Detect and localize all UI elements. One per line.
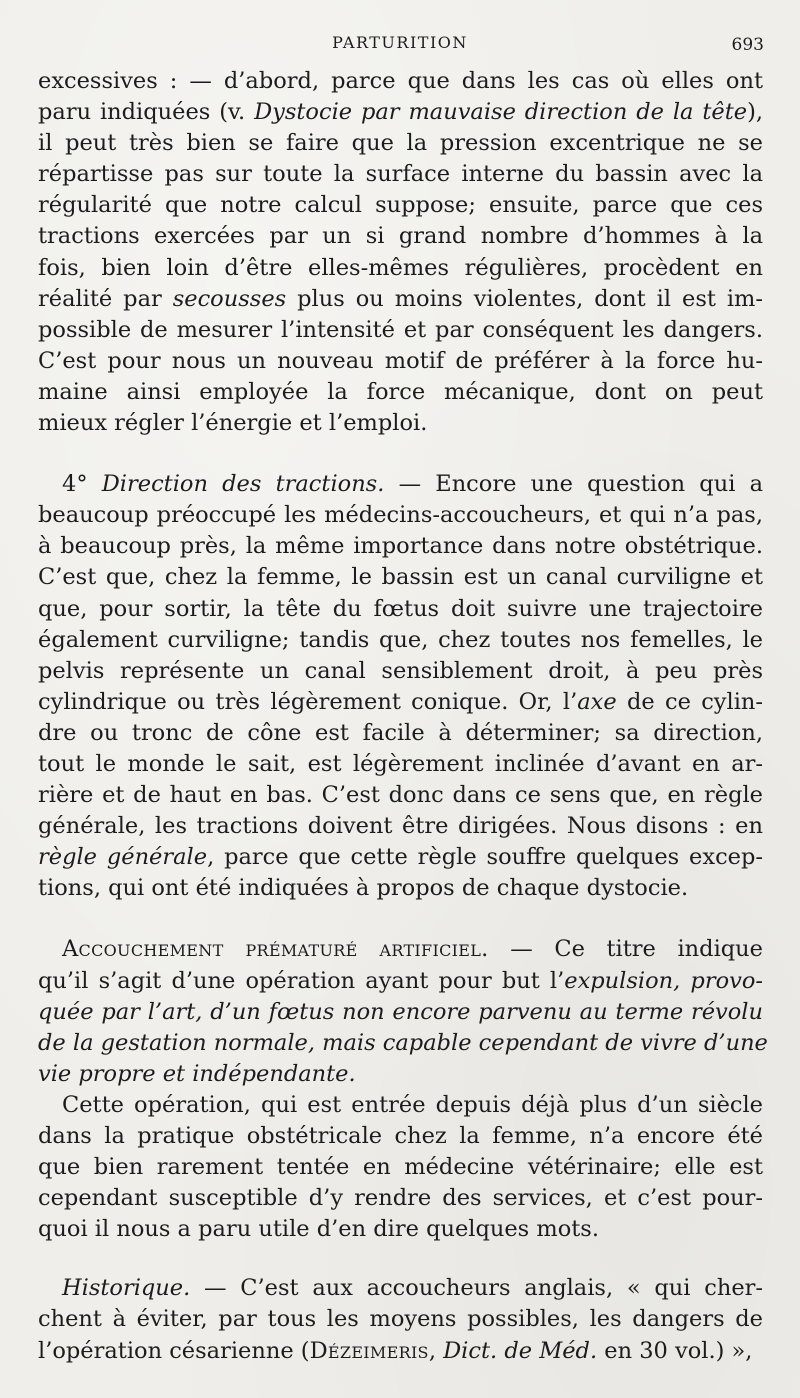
text-line: C’est que, chez la femme, le bassin est un canal curviligne et	[38, 564, 763, 591]
text-line	[38, 842, 763, 873]
paragraph-gap	[38, 439, 763, 469]
line-text: l’opération césarienne (	[38, 1337, 310, 1364]
text-line: dans la pratique obstétricale chez la femme, n’a encore été	[38, 1123, 763, 1149]
italic-text: quée par l’art, d’un fœtus non encore parvenu au terme révolu	[38, 998, 763, 1025]
text-line	[38, 997, 763, 1028]
text-line	[38, 687, 763, 718]
paragraph-historique	[38, 1273, 763, 1366]
italic-text: expulsion, provo-	[564, 967, 763, 994]
line-text: ,	[428, 1337, 444, 1364]
text-line: tractions exercées par un si grand nombre d’hommes à la	[38, 223, 763, 250]
line-text: — C’est aux accoucheurs anglais, « qui cher-	[190, 1275, 763, 1302]
line-text: de ce cylin-	[616, 688, 763, 715]
text-line: également curviligne; tandis que, chez toutes nos femelles, le	[38, 626, 763, 653]
text-line: que, pour sortir, la tête du fœtus doit suivre une trajectoire	[38, 595, 763, 622]
text-line: pelvis représente un canal sensiblement droit, à peu près	[38, 657, 763, 684]
text-line	[38, 469, 763, 500]
running-title: PARTURITION	[332, 33, 468, 52]
text-line: maine ainsi employée la force mécanique, dont on peut	[38, 378, 763, 405]
paragraph-accouchement-premature	[38, 934, 768, 1089]
text-line: possible de mesurer l’intensité et par conséquent les dangers.	[38, 316, 763, 343]
page-number: 693	[731, 35, 764, 55]
text-line: tout le monde le sait, est légèrement inclinée d’avant en ar-	[38, 750, 763, 777]
line-text: — Encore une question qui a	[384, 471, 763, 498]
text-line: excessives : — d’abord, parce que dans les cas où elles ont	[38, 68, 763, 94]
italic-text: axe	[577, 688, 617, 715]
line-text: , parce que cette règle souffre quelques excep-	[207, 844, 763, 871]
text-line: générale, les tractions doivent être dirigées. Nous disons : en	[38, 813, 763, 840]
italic-text: Direction des tractions.	[101, 471, 385, 498]
text-line: répartisse pas sur toute la surface interne du bassin avec la	[38, 161, 763, 188]
text-line: mieux régler l’énergie et l’emploi.	[38, 410, 428, 437]
text-line	[38, 966, 763, 997]
paragraph-gap	[38, 1245, 763, 1273]
italic-text: Historique.	[62, 1275, 191, 1302]
line-text: paru indiquées (v.	[38, 99, 255, 126]
text-line: fois, bien loin d’être elles-mêmes régulières, procèdent en	[38, 254, 763, 281]
text-line: Cette opération, qui est entrée depuis déjà plus d’un siècle	[62, 1091, 763, 1118]
text-line: chent à éviter, par tous les moyens possibles, les dangers de	[38, 1306, 763, 1333]
line-text: ),	[747, 99, 763, 126]
text-line: C’est pour nous un nouveau motif de préférer à la force hu-	[38, 347, 763, 374]
italic-text: Dystocie par mauvaise direction de la tête	[254, 99, 748, 126]
italic-text: règle générale	[38, 844, 208, 871]
text-line: beaucoup préoccupé les médecins-accoucheurs, et qui n’a pas,	[38, 502, 763, 529]
italic-text: de la gestation normale, mais capable cependant de vivre d’une	[38, 1029, 768, 1056]
line-text: plus ou moins violentes, dont il est im-	[286, 285, 763, 312]
line-text: cylindrique ou très légèrement conique. Or, l’	[38, 688, 578, 715]
line-text: réalité par	[38, 285, 173, 312]
text-line	[38, 934, 763, 965]
text-line	[38, 284, 763, 315]
line-text: en 30 vol.) »,	[597, 1337, 753, 1364]
text-line	[38, 1028, 768, 1059]
paragraph-operation-history	[38, 1090, 763, 1245]
text-line: quoi il nous a paru utile d’en dire quelques mots.	[38, 1216, 600, 1243]
paragraph-direction-tractions	[38, 469, 763, 904]
paragraph-pressure-dangers	[38, 66, 763, 439]
line-text: — Ce titre indique	[488, 936, 763, 963]
small-caps-text: Accouchement prématuré artificiel.	[62, 936, 489, 963]
text-line: cependant susceptible d’y rendre des services, et c’est pour-	[38, 1185, 763, 1212]
text-line: dre ou tronc de cône est facile à déterminer; sa direction,	[38, 719, 763, 746]
text-line: rière et de haut en bas. C’est donc dans ce sens que, en règle	[38, 782, 763, 809]
text-line: il peut très bien se faire que la pression excentrique ne se	[38, 130, 763, 157]
text-line	[38, 1273, 763, 1304]
text-line	[38, 97, 763, 128]
running-head	[0, 33, 800, 57]
italic-text: secousses	[172, 285, 287, 312]
text-line	[38, 1059, 763, 1090]
text-line: à beaucoup près, la même importance dans notre obstétrique.	[38, 533, 763, 560]
italic-text: Dict. de Méd.	[443, 1337, 598, 1364]
small-caps-text: Dézeimeris	[309, 1337, 429, 1364]
text-line: que bien rarement tentée en médecine vétérinaire; elle est	[38, 1154, 763, 1181]
paragraph-gap	[38, 904, 763, 934]
text-line	[38, 1336, 763, 1367]
line-text: qu’il s’agit d’une opération ayant pour but l’	[38, 967, 565, 994]
italic-text: vie propre et indépendante.	[38, 1060, 356, 1087]
line-text: 4°	[62, 471, 102, 498]
text-line: régularité que notre calcul suppose; ensuite, parce que ces	[38, 192, 763, 219]
body-text	[38, 66, 768, 1367]
text-line: tions, qui ont été indiquées à propos de chaque dystocie.	[38, 875, 689, 902]
